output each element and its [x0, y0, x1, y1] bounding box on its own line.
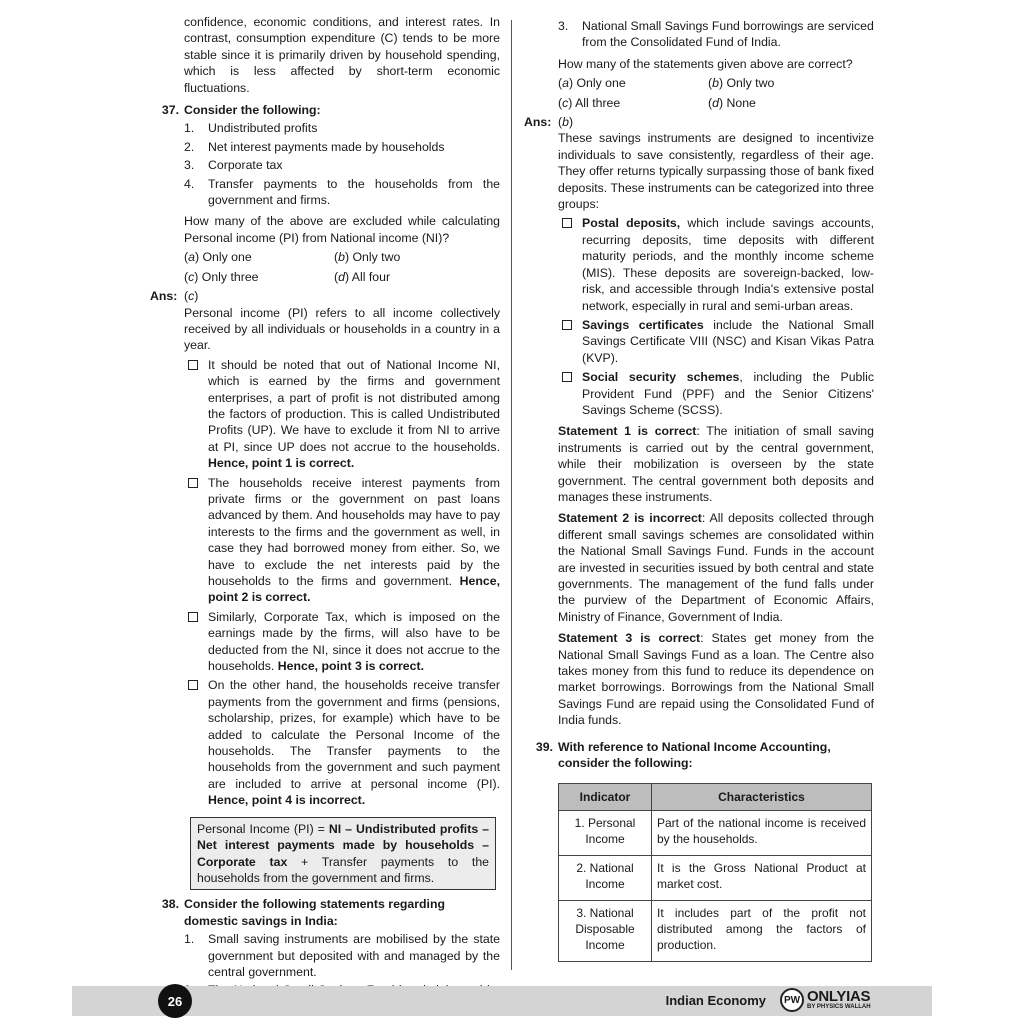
option: (b) Only two	[708, 76, 775, 91]
table-cell: It is the Gross National Product at market cost.	[652, 856, 872, 901]
question-stem: How many of the statements given above are correct?	[558, 56, 853, 71]
table-cell: It includes part of the profit not distributed among the factors of production.	[652, 901, 872, 962]
question-number: 38.	[161, 897, 179, 912]
brand-logo	[780, 988, 871, 1012]
footer-title: Indian Economy	[665, 993, 766, 1008]
option: (d) All four	[334, 269, 391, 284]
brand-name: ONLYIAS	[807, 987, 871, 1005]
table-row	[559, 856, 872, 901]
explanation: Personal income (PI) refers to all income collectively received by all individuals or households in a country in a year.	[184, 305, 500, 353]
formula-box: Personal Income (PI) = NI – Undistributed profits – Net interest payments made by households – Corporate tax + Transfer payments to the households from the government and firms.	[190, 817, 496, 891]
option: (d) None	[708, 95, 756, 110]
bullet-point: Savings certificates include the National Small Savings Certificate VIII (NSC) and Kisan Vikas Patra (KVP).	[524, 317, 874, 366]
list-item: 1. Small saving instruments are mobilised by the state government but deposited with and managed by the central government.	[184, 932, 500, 979]
option: (b) Only two	[334, 250, 401, 265]
table-row	[559, 901, 872, 962]
question-stem: How many of the above are excluded while calculating Personal income (PI) from National income (NI)?	[184, 214, 500, 245]
brand-subtitle: BY PHYSICS WALLAH	[807, 1003, 871, 1010]
option: (a) Only one	[184, 250, 252, 265]
column-header: Indicator	[559, 784, 652, 811]
question-39-heading	[524, 739, 874, 772]
table-header-row	[559, 784, 872, 811]
question-title: Consider the following statements regarding domestic savings in India:	[184, 897, 445, 928]
list-item: 2. Net interest payments made by households	[184, 139, 445, 154]
checkbox-bullet-icon	[188, 478, 198, 488]
checkbox-bullet-icon	[188, 680, 198, 690]
statement-explanation: Statement 3 is correct: States get money from the National Small Savings Fund as a loan. The Centre also takes money from this fund to reduce its dependence on market borrowings. Borrowings from the National Small Savings Fund are repaid using the Consolidated Fund of India funds.	[558, 631, 874, 728]
statement-explanation: Statement 2 is incorrect: All deposits collected through different small savings schemes are consolidated within the National Small Savings Fund. Funds in the account are invested in securities issued by both central and state governments. The management of the fund falls under the purview of the Department of Economic Affairs, Ministry of Finance, Government of India.	[558, 511, 874, 624]
answer-label: Ans:	[524, 115, 552, 130]
checkbox-bullet-icon	[188, 360, 198, 370]
list-item: 3. National Small Savings Fund borrowings are serviced from the Consolidated Fund of India.	[558, 19, 874, 50]
bullet-point: On the other hand, the households receive transfer payments from the government and firms (pensions, scholarship, prizes, for example) which have to be added to calculate the Personal Income of the households. The Transfer payments to the households from the government and such payment are included to arrive at personal income (PI). Hence, point 4 is incorrect.	[150, 677, 500, 808]
answer-value: (b)	[558, 115, 574, 130]
table-cell: 3. National Disposable Income	[559, 901, 652, 962]
option: (a) Only one	[558, 76, 626, 91]
option: (c) Only three	[184, 269, 259, 284]
right-column	[524, 14, 874, 962]
answer-line	[524, 114, 874, 130]
checkbox-bullet-icon	[562, 320, 572, 330]
answer-options	[524, 75, 874, 111]
checkbox-bullet-icon	[188, 612, 198, 622]
question-title: Consider the following:	[184, 103, 321, 118]
list-item: 4. Transfer payments to the households from the government and firms.	[184, 176, 500, 208]
left-column	[150, 14, 500, 1015]
table-cell: 2. National Income	[559, 856, 652, 901]
option: (c) All three	[558, 95, 621, 110]
checkbox-bullet-icon	[562, 218, 572, 228]
question-number: 37.	[161, 103, 179, 118]
question-title: With reference to National Income Accounting, consider the following:	[558, 739, 831, 771]
bullet-point: Postal deposits, which include savings accounts, recurring deposits, time deposits with different maturity periods, and the monthly income scheme (MIS). These deposits are sovereign-backed, low-risk, and accessible through India's extensive postal network, especially in rural and semi-urban areas.	[524, 215, 874, 313]
column-header: Characteristics	[652, 784, 872, 811]
table-cell: Part of the national income is received by the households.	[652, 811, 872, 856]
answer-options	[150, 249, 500, 285]
bullet-point: Similarly, Corporate Tax, which is imposed on the earnings made by the firms, will also have to be deducted from the NI, since it does not accrue to the households. Hence, point 3 is correct.	[150, 609, 500, 675]
table-cell: 1. Personal Income	[559, 811, 652, 856]
bullet-point: Social security schemes, including the Public Provident Fund (PPF) and the Senior Citizens' Savings Scheme (SCSS).	[524, 369, 874, 418]
question-37-heading	[150, 102, 500, 118]
question-38-heading	[150, 896, 500, 929]
statement-explanation: Statement 1 is correct: The initiation of small saving instruments is carried out by the central government, while their mobilization is overseen by the state government. The central government both deposits and manages these instruments.	[558, 424, 874, 504]
intro-paragraph: confidence, economic conditions, and interest rates. In contrast, consumption expenditure (C) tends to be more stable since it is primarily driven by household spending, which is less affected by short-term economic fluctuations.	[184, 15, 500, 95]
list-item: 3. Corporate tax	[184, 158, 283, 173]
answer-label: Ans:	[150, 289, 178, 304]
column-divider	[511, 20, 512, 970]
answer-line	[150, 288, 500, 304]
page-number: 26	[158, 984, 192, 1018]
bullet-point: The households receive interest payments from private firms or the government on past loans advanced by them. And households may have to pay interests to the firms and the government as well, in case they had borrowed money from either. So, we have to exclude the net interests paid by the households to the firms and government. Hence, point 2 is correct.	[150, 475, 500, 606]
list-item: 1. Undistributed profits	[184, 121, 318, 136]
bullet-point: It should be noted that out of National Income NI, which is earned by the firms and government enterprises, a part of profit is not distributed among the factors of production. This is called Undistributed Profits (UP). We have to exclude it from NI to arrive at PI, since UP does not accrue to the households. Hence, point 1 is correct.	[150, 357, 500, 472]
pw-logo-icon: PW	[780, 988, 804, 1012]
answer-value: (c)	[184, 289, 199, 304]
checkbox-bullet-icon	[562, 372, 572, 382]
explanation: These savings instruments are designed to incentivize individuals to save consistently, regardless of their age. They offer returns typically surpassing those of bank fixed deposits. These instruments can be categorized into three groups:	[558, 131, 874, 212]
indicator-table	[558, 783, 872, 962]
question-number: 39.	[535, 739, 553, 754]
table-row	[559, 811, 872, 856]
